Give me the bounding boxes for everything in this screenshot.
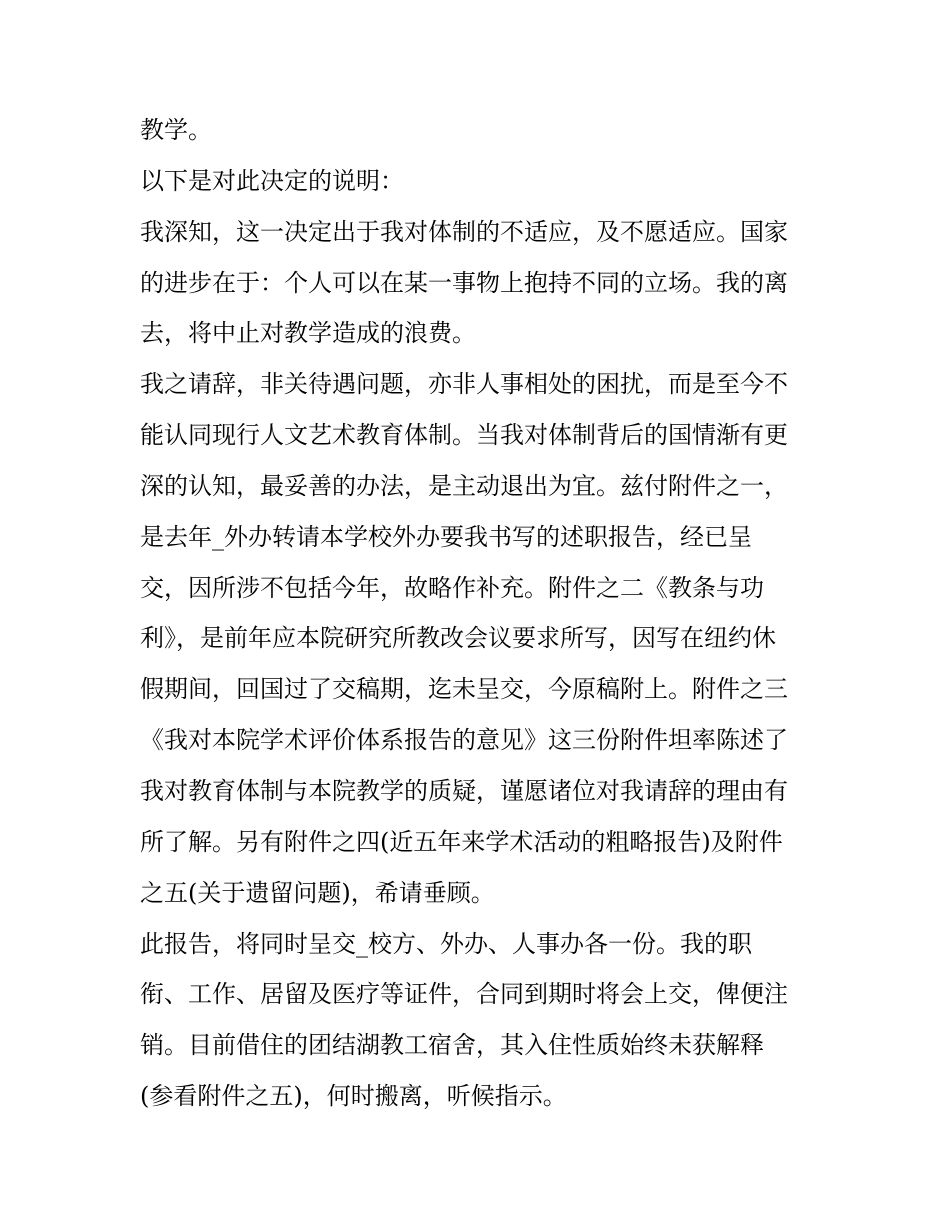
text-line: 衔、工作、居留及医疗等证件，合同到期时将会上交，俾便注 [140, 980, 788, 1009]
text-line: 此报告，将同时呈交_校方、外办、人事办各一份。我的职 [140, 929, 752, 958]
text-line: (参看附件之五)，何时搬离，听候指示。 [140, 1082, 567, 1111]
text-line: 的进步在于：个人可以在某一事物上抱持不同的立场。我的离 [140, 268, 788, 297]
text-line: 假期间，回国过了交稿期，迄未呈交，今原稿附上。附件之三 [140, 675, 788, 704]
text-line: 我深知，这一决定出于我对体制的不适应，及不愿适应。国家 [140, 217, 788, 246]
text-line: 深的认知，最妥善的办法，是主动退出为宜。兹付附件之一， [140, 471, 788, 500]
body-text [140, 105, 820, 1122]
text-line: 教学。 [140, 116, 212, 144]
text-line: 去，将中止对教学造成的浪费。 [140, 319, 476, 348]
text-line: 我对教育体制与本院教学的质疑，谨愿诸位对我请辞的理由有 [140, 776, 788, 805]
text-line: 以下是对此决定的说明： [140, 166, 404, 195]
text-line: 《我对本院学术评价体系报告的意见》这三份附件坦率陈述了 [140, 726, 788, 755]
text-line: 所了解。另有附件之四(近五年来学术活动的粗略报告)及附件 [140, 827, 783, 856]
text-line: 我之请辞，非关待遇问题，亦非人事相处的困扰，而是至今不 [140, 370, 788, 399]
text-line: 利》，是前年应本院研究所教改会议要求所写，因写在纽约休 [140, 624, 776, 653]
text-line: 能认同现行人文艺术教育体制。当我对体制背后的国情渐有更 [140, 421, 788, 450]
text-line: 交，因所涉不包括今年，故略作补充。附件之二《教条与功 [140, 573, 764, 602]
text-line: 销。目前借住的团结湖教工宿舍，其入住性质始终未获解释 [140, 1031, 764, 1060]
text-line: 是去年_外办转请本学校外办要我书写的述职报告，经已呈 [140, 522, 752, 551]
text-line: 之五(关于遗留问题)，希请垂顾。 [140, 878, 495, 907]
